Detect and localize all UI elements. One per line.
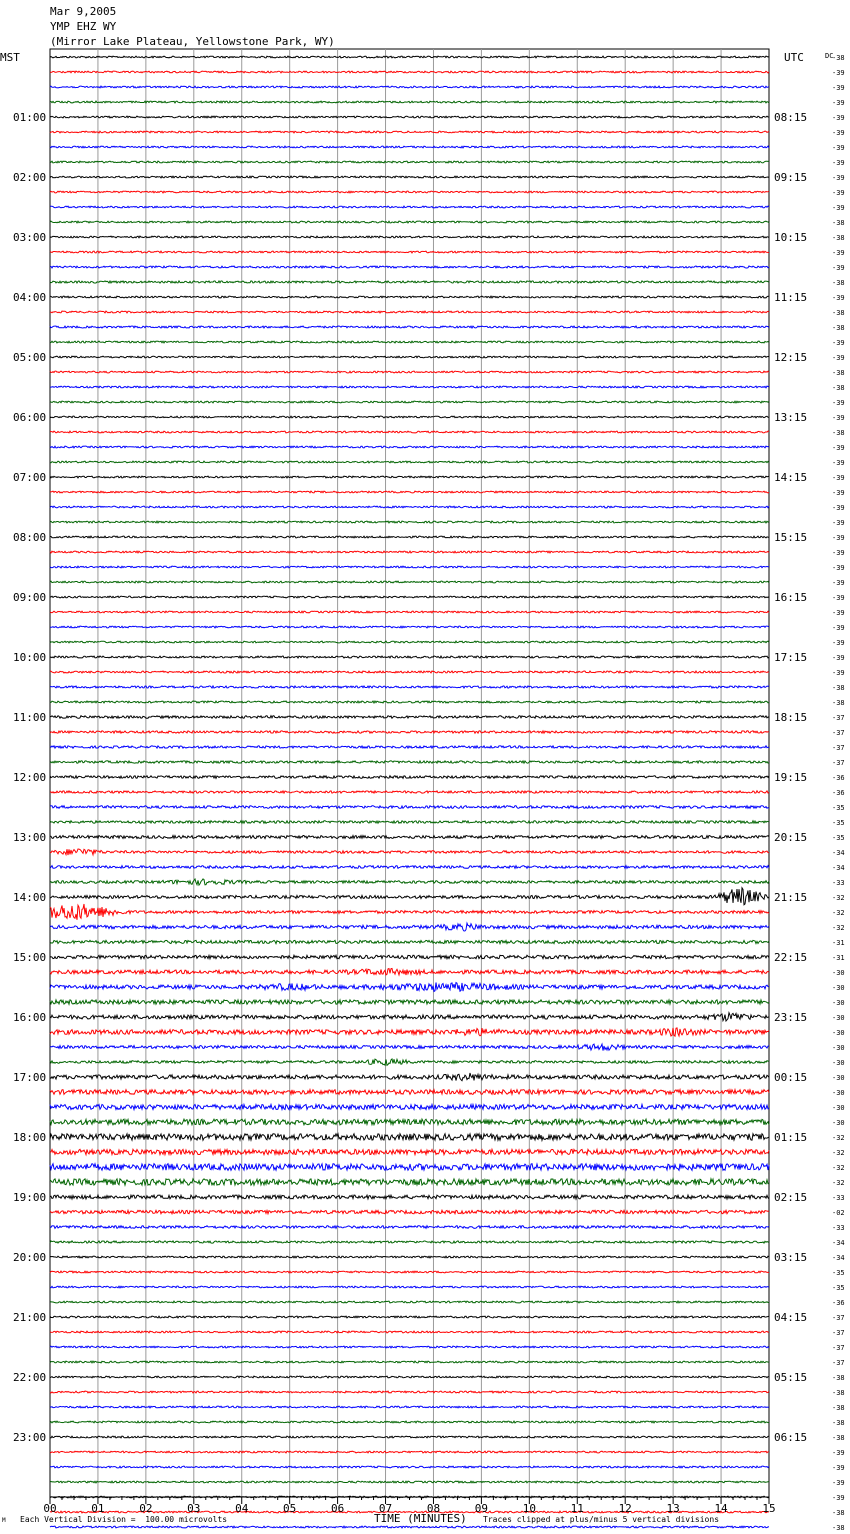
utc-hour-label: 15:15 <box>774 531 808 544</box>
trace-row <box>50 904 769 920</box>
dc-offset-label: -30 <box>832 1104 845 1112</box>
dc-offset-label: -33 <box>832 1194 845 1202</box>
x-tick-label: 03 <box>187 1502 201 1515</box>
dc-offset-label: -35 <box>832 1269 845 1277</box>
dc-offset-label: -31 <box>832 954 845 962</box>
dc-offset-label: -37 <box>832 744 845 752</box>
trace-row <box>50 701 769 703</box>
dc-offset-label: -30 <box>832 1089 845 1097</box>
x-tick-label: 15 <box>762 1502 776 1515</box>
trace-row <box>50 1271 769 1273</box>
dc-offset-label: -38 <box>832 384 845 392</box>
trace-row <box>50 311 769 313</box>
dc-offset-label: -38 <box>832 324 845 332</box>
trace-row <box>50 521 769 523</box>
trace-row <box>50 326 769 328</box>
x-tick-label: 00 <box>43 1502 57 1515</box>
dc-offset-label: -32 <box>832 1134 845 1142</box>
trace-row <box>50 791 769 793</box>
dc-offset-label: -30 <box>832 984 845 992</box>
dc-offset-label: -30 <box>832 969 845 977</box>
dc-offset-label: -39 <box>832 474 845 482</box>
dc-offset-label: -30 <box>832 1059 845 1067</box>
mst-axis-label: MST <box>0 51 20 64</box>
dc-offset-label: -38 <box>832 219 845 227</box>
x-tick-label: 12 <box>618 1502 632 1515</box>
trace-row <box>50 536 769 538</box>
trace-row <box>50 1466 769 1468</box>
trace-row <box>50 431 769 433</box>
x-axis-title: TIME (MINUTES) <box>374 1512 467 1525</box>
trace-row <box>50 1090 769 1095</box>
mst-hour-label: 19:00 <box>13 1191 47 1204</box>
mst-hour-label: 03:00 <box>13 231 47 244</box>
x-tick-label: 02 <box>139 1502 153 1515</box>
dc-offset-label: -34 <box>832 1239 845 1247</box>
mst-hour-label: 06:00 <box>13 411 47 424</box>
dc-offset-label: -36 <box>832 1299 845 1307</box>
trace-row <box>50 849 769 855</box>
dc-offset-label: -39 <box>832 294 845 302</box>
dc-offset-label: -37 <box>832 729 845 737</box>
utc-hour-label: 05:15 <box>774 1371 808 1384</box>
trace-row <box>50 1059 769 1065</box>
dc-offset-label: -30 <box>832 999 845 1007</box>
trace-row <box>50 1286 769 1288</box>
dc-offset-label: -38 <box>832 234 845 242</box>
dc-offset-label: -39 <box>832 1494 845 1502</box>
dc-offset-label: -32 <box>832 924 845 932</box>
dc-offset-label: -32 <box>832 1179 845 1187</box>
utc-hour-label: 00:15 <box>774 1071 808 1084</box>
trace-row <box>50 955 769 958</box>
dc-offset-label: -37 <box>832 1329 845 1337</box>
trace-row <box>50 56 769 58</box>
trace-row <box>50 71 769 73</box>
mst-hour-label: 18:00 <box>13 1131 47 1144</box>
dc-offset-label: -32 <box>832 909 845 917</box>
dc-offset-label: -35 <box>832 804 845 812</box>
trace-row <box>50 236 769 238</box>
utc-hour-label: 13:15 <box>774 411 808 424</box>
mst-hour-label: 22:00 <box>13 1371 47 1384</box>
dc-offset-label: -37 <box>832 1314 845 1322</box>
dc-offset-label: -35 <box>832 819 845 827</box>
trace-row <box>50 1361 769 1363</box>
trace-row <box>50 866 769 869</box>
utc-hour-label: 22:15 <box>774 951 808 964</box>
trace-row <box>50 506 769 508</box>
utc-hour-label: 23:15 <box>774 1011 808 1024</box>
mst-hour-label: 13:00 <box>13 831 47 844</box>
trace-row <box>50 611 769 613</box>
x-tick-label: 13 <box>666 1502 680 1515</box>
utc-hour-label: 16:15 <box>774 591 808 604</box>
mst-hour-label: 21:00 <box>13 1311 47 1324</box>
dc-offset-label: -38 <box>832 1389 845 1397</box>
trace-row <box>50 1119 769 1125</box>
trace-row <box>50 1073 769 1081</box>
trace-row <box>50 251 769 253</box>
trace-row <box>50 596 769 598</box>
utc-hour-label: 08:15 <box>774 111 808 124</box>
dc-offset-label: -35 <box>832 834 845 842</box>
dc-offset-label: -39 <box>832 654 845 662</box>
utc-hour-label: 06:15 <box>774 1431 808 1444</box>
x-tick-label: 14 <box>714 1502 728 1515</box>
dc-offset-label: -39 <box>832 69 845 77</box>
dc-offset-label: -38 <box>832 54 845 62</box>
trace-row <box>50 191 769 193</box>
utc-hour-label: 20:15 <box>774 831 808 844</box>
trace-row <box>50 566 769 568</box>
trace-row <box>50 716 769 719</box>
trace-row <box>50 1436 769 1438</box>
dc-offset-label: -39 <box>832 204 845 212</box>
utc-hour-label: 01:15 <box>774 1131 808 1144</box>
mst-hour-label: 11:00 <box>13 711 47 724</box>
mst-hour-label: 10:00 <box>13 651 47 664</box>
trace-row <box>50 461 769 463</box>
trace-row <box>50 1013 769 1021</box>
trace-row <box>50 1331 769 1333</box>
dc-offset-label: -37 <box>832 714 845 722</box>
trace-row <box>50 656 769 658</box>
dc-offset-label: -38 <box>832 1509 845 1517</box>
dc-offset-label: -39 <box>832 339 845 347</box>
dc-offset-label: -38 <box>832 699 845 707</box>
mst-hour-label: 05:00 <box>13 351 47 364</box>
dc-offset-label: -39 <box>832 264 845 272</box>
dc-offset-label: -39 <box>832 84 845 92</box>
dc-offset-label: -39 <box>832 609 845 617</box>
x-tick-label: 06 <box>330 1502 345 1515</box>
dc-offset-label: -34 <box>832 1254 845 1262</box>
trace-row <box>50 1149 769 1154</box>
trace-row <box>50 356 769 358</box>
utc-hour-label: 21:15 <box>774 891 808 904</box>
mst-hour-label: 14:00 <box>13 891 47 904</box>
x-tick-label: 04 <box>235 1502 249 1515</box>
trace-row <box>50 86 769 88</box>
dc-label: DC <box>825 52 834 60</box>
x-tick-label: 05 <box>283 1502 297 1515</box>
utc-hour-label: 12:15 <box>774 351 808 364</box>
dc-offset-label: -39 <box>832 159 845 167</box>
dc-offset-label: -32 <box>832 1164 845 1172</box>
trace-row <box>50 446 769 448</box>
x-tick-label: 01 <box>91 1502 105 1515</box>
trace-row <box>50 686 769 688</box>
trace-row <box>50 1301 769 1303</box>
trace-row <box>50 131 769 133</box>
trace-row <box>50 416 769 418</box>
dc-offset-label: -39 <box>832 444 845 452</box>
trace-row <box>50 746 769 748</box>
trace-row <box>50 1406 769 1408</box>
dc-offset-label: -39 <box>832 459 845 467</box>
dc-offset-label: -37 <box>832 1359 845 1367</box>
dc-offset-label: -39 <box>832 1464 845 1472</box>
trace-row <box>50 101 769 103</box>
trace-row <box>50 386 769 388</box>
dc-offset-label: -39 <box>832 624 845 632</box>
trace-row <box>50 221 769 223</box>
trace-row <box>50 806 769 809</box>
dc-offset-label: -39 <box>832 129 845 137</box>
dc-offset-label: -38 <box>832 1404 845 1412</box>
utc-hour-label: 18:15 <box>774 711 808 724</box>
mst-hour-label: 02:00 <box>13 171 47 184</box>
trace-row <box>50 296 769 298</box>
dc-offset-label: -39 <box>832 1449 845 1457</box>
trace-row <box>50 1195 769 1199</box>
trace-row <box>50 1134 769 1140</box>
dc-offset-label: -37 <box>832 1344 845 1352</box>
trace-row <box>50 341 769 343</box>
x-tick-label: 10 <box>522 1502 536 1515</box>
trace-row <box>50 888 769 905</box>
dc-offset-label: -30 <box>832 1029 845 1037</box>
mst-hour-label: 09:00 <box>13 591 47 604</box>
trace-row <box>50 1241 769 1243</box>
clip-note: Traces clipped at plus/minus 5 vertical divisions <box>483 1515 720 1524</box>
utc-hour-label: 14:15 <box>774 471 808 484</box>
dc-offset-label: -30 <box>832 1119 845 1127</box>
trace-row <box>50 626 769 628</box>
dc-offset-label: -30 <box>832 1074 845 1082</box>
x-tick-label: 08 <box>426 1502 441 1515</box>
dc-offset-label: -38 <box>832 1524 845 1532</box>
trace-row <box>50 491 769 493</box>
trace-row <box>50 1376 769 1378</box>
mst-hour-label: 08:00 <box>13 531 47 544</box>
trace-row <box>50 1028 769 1036</box>
dc-offset-label: -39 <box>832 354 845 362</box>
trace-row <box>50 923 769 931</box>
trace-row <box>50 116 769 118</box>
dc-offset-label: -34 <box>832 849 845 857</box>
utc-hour-label: 04:15 <box>774 1311 808 1324</box>
trace-row <box>50 969 769 976</box>
trace-row <box>50 371 769 373</box>
trace-row <box>50 1226 769 1229</box>
dc-offset-label: -39 <box>832 594 845 602</box>
dc-offset-label: -36 <box>832 789 845 797</box>
mst-hour-label: 17:00 <box>13 1071 47 1084</box>
trace-row <box>50 1391 769 1393</box>
trace-row <box>50 476 769 478</box>
utc-hour-label: 10:15 <box>774 231 808 244</box>
mst-hour-label: 12:00 <box>13 771 47 784</box>
dc-offset-label: -38 <box>832 1419 845 1427</box>
trace-row <box>50 206 769 208</box>
dc-offset-label: -38 <box>832 309 845 317</box>
dc-offset-label: -39 <box>832 639 845 647</box>
utc-hour-label: 17:15 <box>774 651 808 664</box>
scale-note: Each Vertical Division = 100.00 microvolts <box>20 1515 228 1524</box>
dc-offset-label: -38 <box>832 369 845 377</box>
dc-offset-label: -37 <box>832 759 845 767</box>
trace-row <box>50 1256 769 1258</box>
dc-offset-label: -39 <box>832 99 845 107</box>
utc-hour-label: 02:15 <box>774 1191 808 1204</box>
trace-row <box>50 821 769 824</box>
x-tick-label: 09 <box>474 1502 489 1515</box>
dc-offset-label: -38 <box>832 1434 845 1442</box>
dc-offset-label: -39 <box>832 534 845 542</box>
trace-row <box>50 146 769 148</box>
trace-row <box>50 1179 769 1185</box>
mst-hour-label: 23:00 <box>13 1431 47 1444</box>
trace-row <box>50 1000 769 1004</box>
utc-hour-label: 09:15 <box>774 171 808 184</box>
utc-hour-label: 11:15 <box>774 291 808 304</box>
dc-offset-label: -33 <box>832 879 845 887</box>
dc-offset-label: -39 <box>832 114 845 122</box>
trace-row <box>50 1526 769 1528</box>
dc-offset-label: -30 <box>832 1014 845 1022</box>
dc-offset-label: -39 <box>832 579 845 587</box>
trace-row <box>50 1044 769 1051</box>
trace-row <box>50 940 769 943</box>
trace-row <box>50 176 769 178</box>
dc-offset-label: -39 <box>832 144 845 152</box>
mst-hour-label: 07:00 <box>13 471 47 484</box>
trace-row <box>50 1105 769 1110</box>
dc-offset-label: -39 <box>832 174 845 182</box>
dc-offset-label: -38 <box>832 429 845 437</box>
mst-hour-label: 04:00 <box>13 291 47 304</box>
mst-hour-label: 15:00 <box>13 951 47 964</box>
trace-row <box>50 1451 769 1453</box>
trace-row <box>50 551 769 553</box>
dc-offset-label: -30 <box>832 1044 845 1052</box>
dc-offset-label: -39 <box>832 504 845 512</box>
dc-offset-label: -39 <box>832 249 845 257</box>
dc-offset-label: -31 <box>832 939 845 947</box>
utc-axis-label: UTC <box>784 51 804 64</box>
dc-offset-label: -39 <box>832 489 845 497</box>
trace-row <box>50 879 769 885</box>
dc-offset-label: -32 <box>832 894 845 902</box>
trace-row <box>50 281 769 283</box>
trace-row <box>50 266 769 268</box>
trace-row <box>50 776 769 779</box>
trace-row <box>50 581 769 583</box>
trace-row <box>50 1210 769 1213</box>
trace-row <box>50 641 769 643</box>
dc-offset-label: -35 <box>832 1284 845 1292</box>
dc-offset-label: -32 <box>832 1149 845 1157</box>
dc-offset-label: -38 <box>832 279 845 287</box>
dc-offset-label: -36 <box>832 774 845 782</box>
mst-hour-label: 20:00 <box>13 1251 47 1264</box>
utc-hour-label: 19:15 <box>774 771 808 784</box>
trace-row <box>50 161 769 163</box>
dc-offset-label: -38 <box>832 1374 845 1382</box>
dc-offset-label: -39 <box>832 549 845 557</box>
utc-hour-label: 03:15 <box>774 1251 808 1264</box>
dc-offset-label: -33 <box>832 1224 845 1232</box>
mst-hour-label: 01:00 <box>13 111 47 124</box>
x-tick-label: 07 <box>378 1502 393 1515</box>
station-code: YMP EHZ WY <box>50 20 117 33</box>
station-location: (Mirror Lake Plateau, Yellowstone Park, WY) <box>50 35 335 48</box>
corner-mark: M <box>2 1517 6 1524</box>
dc-offset-label: -38 <box>832 684 845 692</box>
trace-row <box>50 1346 769 1348</box>
dc-offset-label: -39 <box>832 414 845 422</box>
dc-offset-label: -34 <box>832 864 845 872</box>
trace-row <box>50 1481 769 1483</box>
x-tick-label: 11 <box>570 1502 584 1515</box>
trace-row <box>50 1316 769 1318</box>
dc-offset-label: -02 <box>832 1209 845 1217</box>
trace-row <box>50 1421 769 1423</box>
trace-row <box>50 401 769 403</box>
dc-offset-label: -39 <box>832 399 845 407</box>
trace-row <box>50 731 769 733</box>
plot-date: Mar 9,2005 <box>50 5 117 18</box>
trace-row <box>50 761 769 763</box>
trace-row <box>50 1164 769 1171</box>
trace-row <box>50 836 769 839</box>
trace-row <box>50 983 769 992</box>
trace-row <box>50 671 769 673</box>
dc-offset-label: -39 <box>832 189 845 197</box>
dc-offset-label: -39 <box>832 1479 845 1487</box>
dc-offset-label: -39 <box>832 519 845 527</box>
mst-hour-label: 16:00 <box>13 1011 47 1024</box>
dc-offset-label: -39 <box>832 669 845 677</box>
dc-offset-label: -39 <box>832 564 845 572</box>
